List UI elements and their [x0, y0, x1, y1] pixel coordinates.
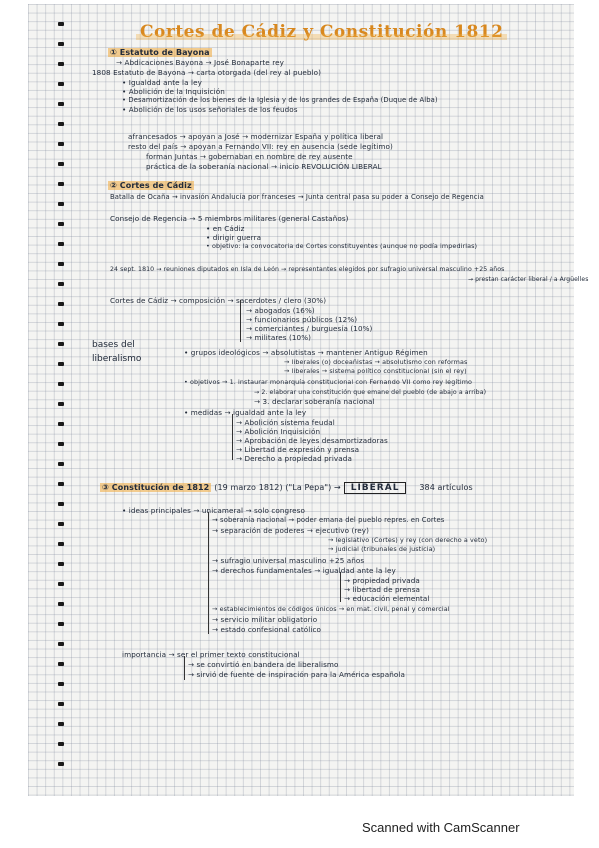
note-line: • Abolición de la Inquisición — [122, 87, 225, 96]
note-line: resto del país → apoyan a Fernando VII: rey en ausencia (sede legítimo) — [128, 142, 393, 151]
binding-hole — [58, 442, 64, 446]
note-line: → se convirtió en bandera de liberalismo — [188, 660, 339, 669]
binding-hole — [58, 702, 64, 706]
section-heading-estatuto: ① Estatuto de Bayona — [110, 48, 210, 57]
connector-line — [232, 414, 233, 460]
note-line: → comerciantes / burguesía (10%) — [246, 324, 373, 333]
note-line: afrancesados → apoyan a José → modernizar España y política liberal — [128, 132, 384, 141]
note-line: • ideas principales → unicameral → solo congreso — [122, 506, 305, 515]
notebook-page — [28, 4, 589, 796]
binding-hole — [58, 242, 64, 246]
binding-hole — [58, 42, 64, 46]
note-line: → legislativo (Cortes) y rey (con derecho a veto) — [328, 536, 488, 544]
binding-hole — [58, 762, 64, 766]
binding-hole — [58, 342, 64, 346]
binding-hole — [58, 262, 64, 266]
note-line: → prestan carácter liberal / a Argüelles — [468, 276, 589, 283]
note-line: → sirvió de fuente de inspiración para la América española — [188, 670, 405, 679]
note-line: importancia → ser el primer texto constitucional — [122, 650, 300, 659]
note-line: → derechos fundamentales → igualdad ante la ley — [212, 566, 396, 575]
note-line: práctica de la soberanía nacional → inicio REVOLUCIÓN LIBERAL — [146, 162, 382, 171]
scanner-watermark: Scanned with CamScanner — [362, 820, 520, 835]
note-line: → propiedad privada — [344, 576, 420, 585]
note-line: • Abolición de los usos señoriales de los feudos — [122, 105, 298, 114]
binding-hole — [58, 362, 64, 366]
note-line: Consejo de Regencia → 5 miembros militares (general Castaños) — [110, 214, 349, 223]
binding-hole — [58, 742, 64, 746]
binding-hole — [58, 542, 64, 546]
binding-hole — [58, 662, 64, 666]
binding-hole — [58, 622, 64, 626]
margin-note-bases: bases del liberalismo — [92, 340, 142, 364]
binding-hole — [58, 102, 64, 106]
note-line: • objetivo: la convocatoria de Cortes constituyentes (aunque no podía impedirlas) — [206, 242, 478, 250]
note-line: → soberanía nacional → poder emana del pueblo repres. en Cortes — [212, 516, 445, 524]
binding-hole — [58, 402, 64, 406]
note-line: → Abdicaciones Bayona → José Bonaparte rey — [116, 58, 284, 67]
binding-hole — [58, 162, 64, 166]
page-title: Cortes de Cádiz y Constitución 1812 — [140, 22, 504, 42]
binding-hole — [58, 522, 64, 526]
binding-hole — [58, 302, 64, 306]
note-line: → Abolición Inquisición — [236, 427, 321, 436]
binding-hole — [58, 482, 64, 486]
binding-hole — [58, 642, 64, 646]
binding-hole — [58, 722, 64, 726]
binding-hole — [58, 382, 64, 386]
note-line: → militares (10%) — [246, 333, 312, 342]
note-line: → liberales (o) doceañistas → absolutismo con reformas — [284, 358, 468, 366]
note-line: → establecimientos de códigos únicos → en mat. civil, penal y comercial — [212, 605, 450, 613]
binding-hole — [58, 182, 64, 186]
note-line: → abogados (16%) — [246, 306, 315, 315]
connector-line — [240, 300, 241, 342]
binding-hole — [58, 202, 64, 206]
binding-hole — [58, 502, 64, 506]
note-line: • medidas → igualdad ante la ley — [184, 408, 307, 417]
note-line: → educación elemental — [344, 594, 430, 603]
note-line: → Derecho a propiedad privada — [236, 454, 352, 463]
note-line: forman Juntas → gobernaban en nombre de rey ausente — [146, 152, 353, 161]
binding-hole — [58, 222, 64, 226]
binding-hole — [58, 122, 64, 126]
note-line: Batalla de Ocaña → invasión Andalucía por franceses → Junta central pasa su poder a Consejo de Regencia — [110, 193, 484, 201]
note-line: → funcionarios públicos (12%) — [246, 315, 358, 324]
note-line: • Igualdad ante la ley — [122, 78, 203, 87]
note-line: → liberales → sistema político constitucional (sin el rey) — [284, 367, 467, 375]
binding-hole — [58, 82, 64, 86]
note-line: → Aprobación de leyes desamortizadoras — [236, 436, 388, 445]
note-line: → judicial (tribunales de justicia) — [328, 545, 436, 553]
binding-hole — [58, 602, 64, 606]
note-line: → sufragio universal masculino +25 años — [212, 556, 365, 565]
connector-line — [208, 512, 209, 634]
spiral-holes — [58, 14, 70, 794]
note-line: → Libertad de expresión y prensa — [236, 445, 360, 454]
note-line: • en Cádiz — [206, 224, 245, 233]
binding-hole — [58, 462, 64, 466]
note-line: → separación de poderes → ejecutivo (rey) — [212, 526, 370, 535]
section-heading-constitucion: ③ Constitución de 1812 (19 marzo 1812) ("La Pepa") → LIBERAL 384 artículos — [102, 483, 473, 493]
connector-line — [184, 656, 185, 680]
binding-hole — [58, 422, 64, 426]
binding-hole — [58, 682, 64, 686]
binding-hole — [58, 282, 64, 286]
liberal-box: LIBERAL — [344, 482, 407, 494]
binding-hole — [58, 562, 64, 566]
binding-hole — [58, 62, 64, 66]
note-line: → Abolición sistema feudal — [236, 418, 335, 427]
section-heading-cortes: ② Cortes de Cádiz — [110, 181, 192, 190]
connector-line — [340, 572, 341, 602]
note-line: 1808 Estatuto de Bayona → carta otorgada (del rey al pueblo) — [92, 68, 322, 77]
binding-hole — [58, 142, 64, 146]
note-line: → libertad de prensa — [344, 585, 421, 594]
note-line: Cortes de Cádiz → composición → sacerdotes / clero (30%) — [110, 296, 327, 305]
note-line: → servicio militar obligatorio — [212, 615, 318, 624]
binding-hole — [58, 322, 64, 326]
note-line: 24 sept. 1810 → reuniones diputados en Isla de León → representantes elegidos por sufragio universal masculino +25 años — [110, 266, 505, 273]
note-line: • dirigir guerra — [206, 233, 262, 242]
binding-hole — [58, 22, 64, 26]
note-line: → 2. elaborar una constitución que emane del pueblo (de abajo a arriba) — [254, 389, 487, 396]
note-line: • objetivos → 1. instaurar monarquía constitucional con Fernando VII como rey legítimo — [184, 378, 473, 386]
note-line: • Desamortización de los bienes de la Iglesia y de los grandes de España (Duque de Alba) — [122, 96, 438, 104]
note-line: • grupos ideológicos → absolutistas → mantener Antiguo Régimen — [184, 348, 428, 357]
note-line: → 3. declarar soberanía nacional — [254, 397, 375, 406]
note-line: → estado confesional católico — [212, 625, 321, 634]
binding-hole — [58, 582, 64, 586]
